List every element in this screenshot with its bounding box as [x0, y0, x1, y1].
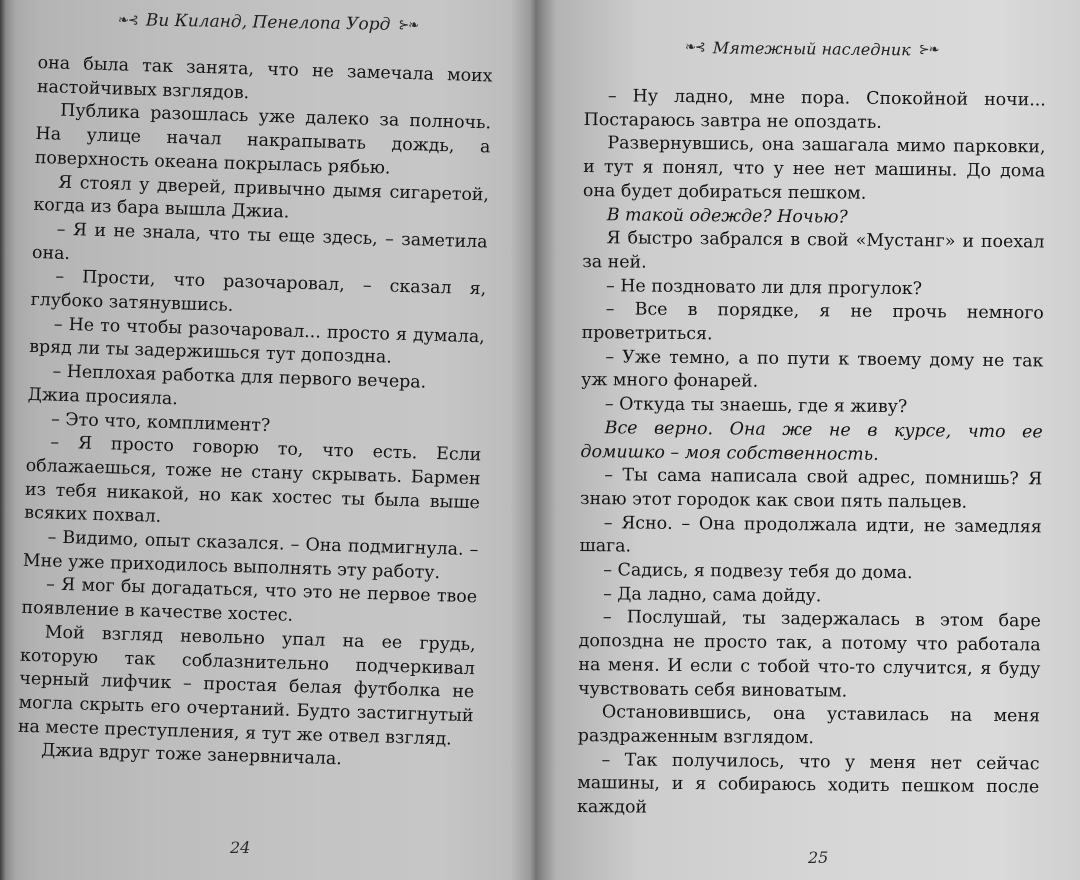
paragraph: Джиа вдруг тоже занервничала. [40, 740, 343, 770]
right-header-title: Мятежный наследник [712, 38, 911, 60]
paragraph: – Это что, комплимент? [50, 409, 271, 436]
paragraph: – Садись, я подвезу тебя до дома. [603, 560, 913, 584]
right-running-header [685, 38, 939, 60]
paragraph: Остановившись, она уставилась на меня раздраженным взглядом. [577, 702, 1041, 749]
paragraph: – Я мог бы догадаться, что это не первое твое появление в качестве хостес. [21, 574, 478, 626]
paragraph: Развернувшись, она зашагала мимо парковки, и тут я понял, что у нее нет машины. До дома она будет добираться пешком. [582, 133, 1046, 204]
paragraph: – Откуда ты знаешь, где я живу? [604, 394, 908, 418]
paragraph: – Все в порядке, я не прочь немного проветриться. [581, 299, 1044, 345]
left-page-body [17, 52, 493, 776]
paragraph: – Ты сама написала свой адрес, помнишь? Я знаю этот городок как свои пять пальцев. [579, 465, 1043, 513]
ornament-icon: ⊱❧ [918, 42, 939, 58]
paragraph: – Не то чтобы разочаровал... просто я думала, вряд ли ты задержишься тут допоздна. [28, 314, 486, 369]
paragraph: Все верно. Она же не в курсе, что ее домишко – моя собственность. [580, 418, 1043, 465]
ornament-icon: ❧⊰ [117, 12, 138, 28]
left-header-title: Ви Киланд, Пенелопа Уорд [145, 10, 391, 35]
left-page-number: 24 [230, 838, 251, 857]
paragraph: – Прости, что разочаровал, – сказал я, глубоко затянувшись. [30, 266, 487, 316]
ornament-icon: ⊱❧ [398, 17, 419, 33]
left-page [0, 0, 535, 880]
paragraph: Я быстро забрался в свой «Мустанг» и поехал за ней. [582, 228, 1045, 273]
paragraph: – Да ладно, сама дойду. [603, 583, 822, 607]
right-page-number: 25 [808, 848, 829, 867]
paragraph: Я стоял у дверей, привычно дымя сигаретой, когда из бара вышла Джиа. [33, 172, 490, 223]
right-page [540, 0, 1080, 880]
paragraph: Джиа просияла. [27, 384, 179, 410]
paragraph: – Уже темно, а по пути к твоему дому не так уж много фонарей. [581, 346, 1044, 393]
paragraph: – Я просто говорю то, что есть. Если облажаешься, тоже не стану скрывать. Бармен из тебя никакой, но как хостес ты была выше всяких похвал. [24, 432, 482, 528]
right-page-body [577, 85, 1046, 824]
paragraph: В такой одежде? Ночью? [606, 204, 848, 228]
paragraph: – Неплохая работка для первого вечера. [52, 361, 427, 393]
paragraph: – Послушай, ты задержалась в этом баре допоздна не просто так, а потому что работала на меня. И если с тобой что-то случится, я буду чувствовать себя виноватым. [578, 607, 1041, 702]
paragraph: – Видимо, опыт сказался. – Она подмигнула. – Мне уже приходилось выполнять эту работу. [22, 527, 479, 583]
paragraph: – Не поздновато ли для прогулок? [605, 275, 923, 299]
paragraph: – Я и не знала, что ты еще здесь, – заметила она. [31, 219, 488, 264]
paragraph: – Ясно. – Она продолжала идти, не замедляя шага. [579, 512, 1042, 557]
paragraph: – Так получилось, что у меня нет сейчас машины, и я собираюсь ходить пешком после каждой [576, 749, 1040, 818]
ornament-icon: ❧⊰ [684, 40, 705, 56]
paragraph: Мой взгляд невольно упал на ее грудь, которую так соблазнительно подчеркивал черный лифчик – простая белая футболка не могла скрыть его очертаний. Будто застигнутый на месте преступления, я тут же отвел взгляд. [17, 622, 476, 750]
paragraph: Публика разошлась уже далеко за полночь. На улице начал накрапывать дождь, а поверхность океана покрылась рябью. [34, 101, 492, 179]
left-running-header [118, 10, 418, 35]
paragraph: – Ну ладно, мне пора. Спокойной ночи... Постараюсь завтра не опоздать. [583, 86, 1046, 133]
paragraph: она была так занята, что не замечала моих настойчивых взглядов. [36, 52, 493, 103]
